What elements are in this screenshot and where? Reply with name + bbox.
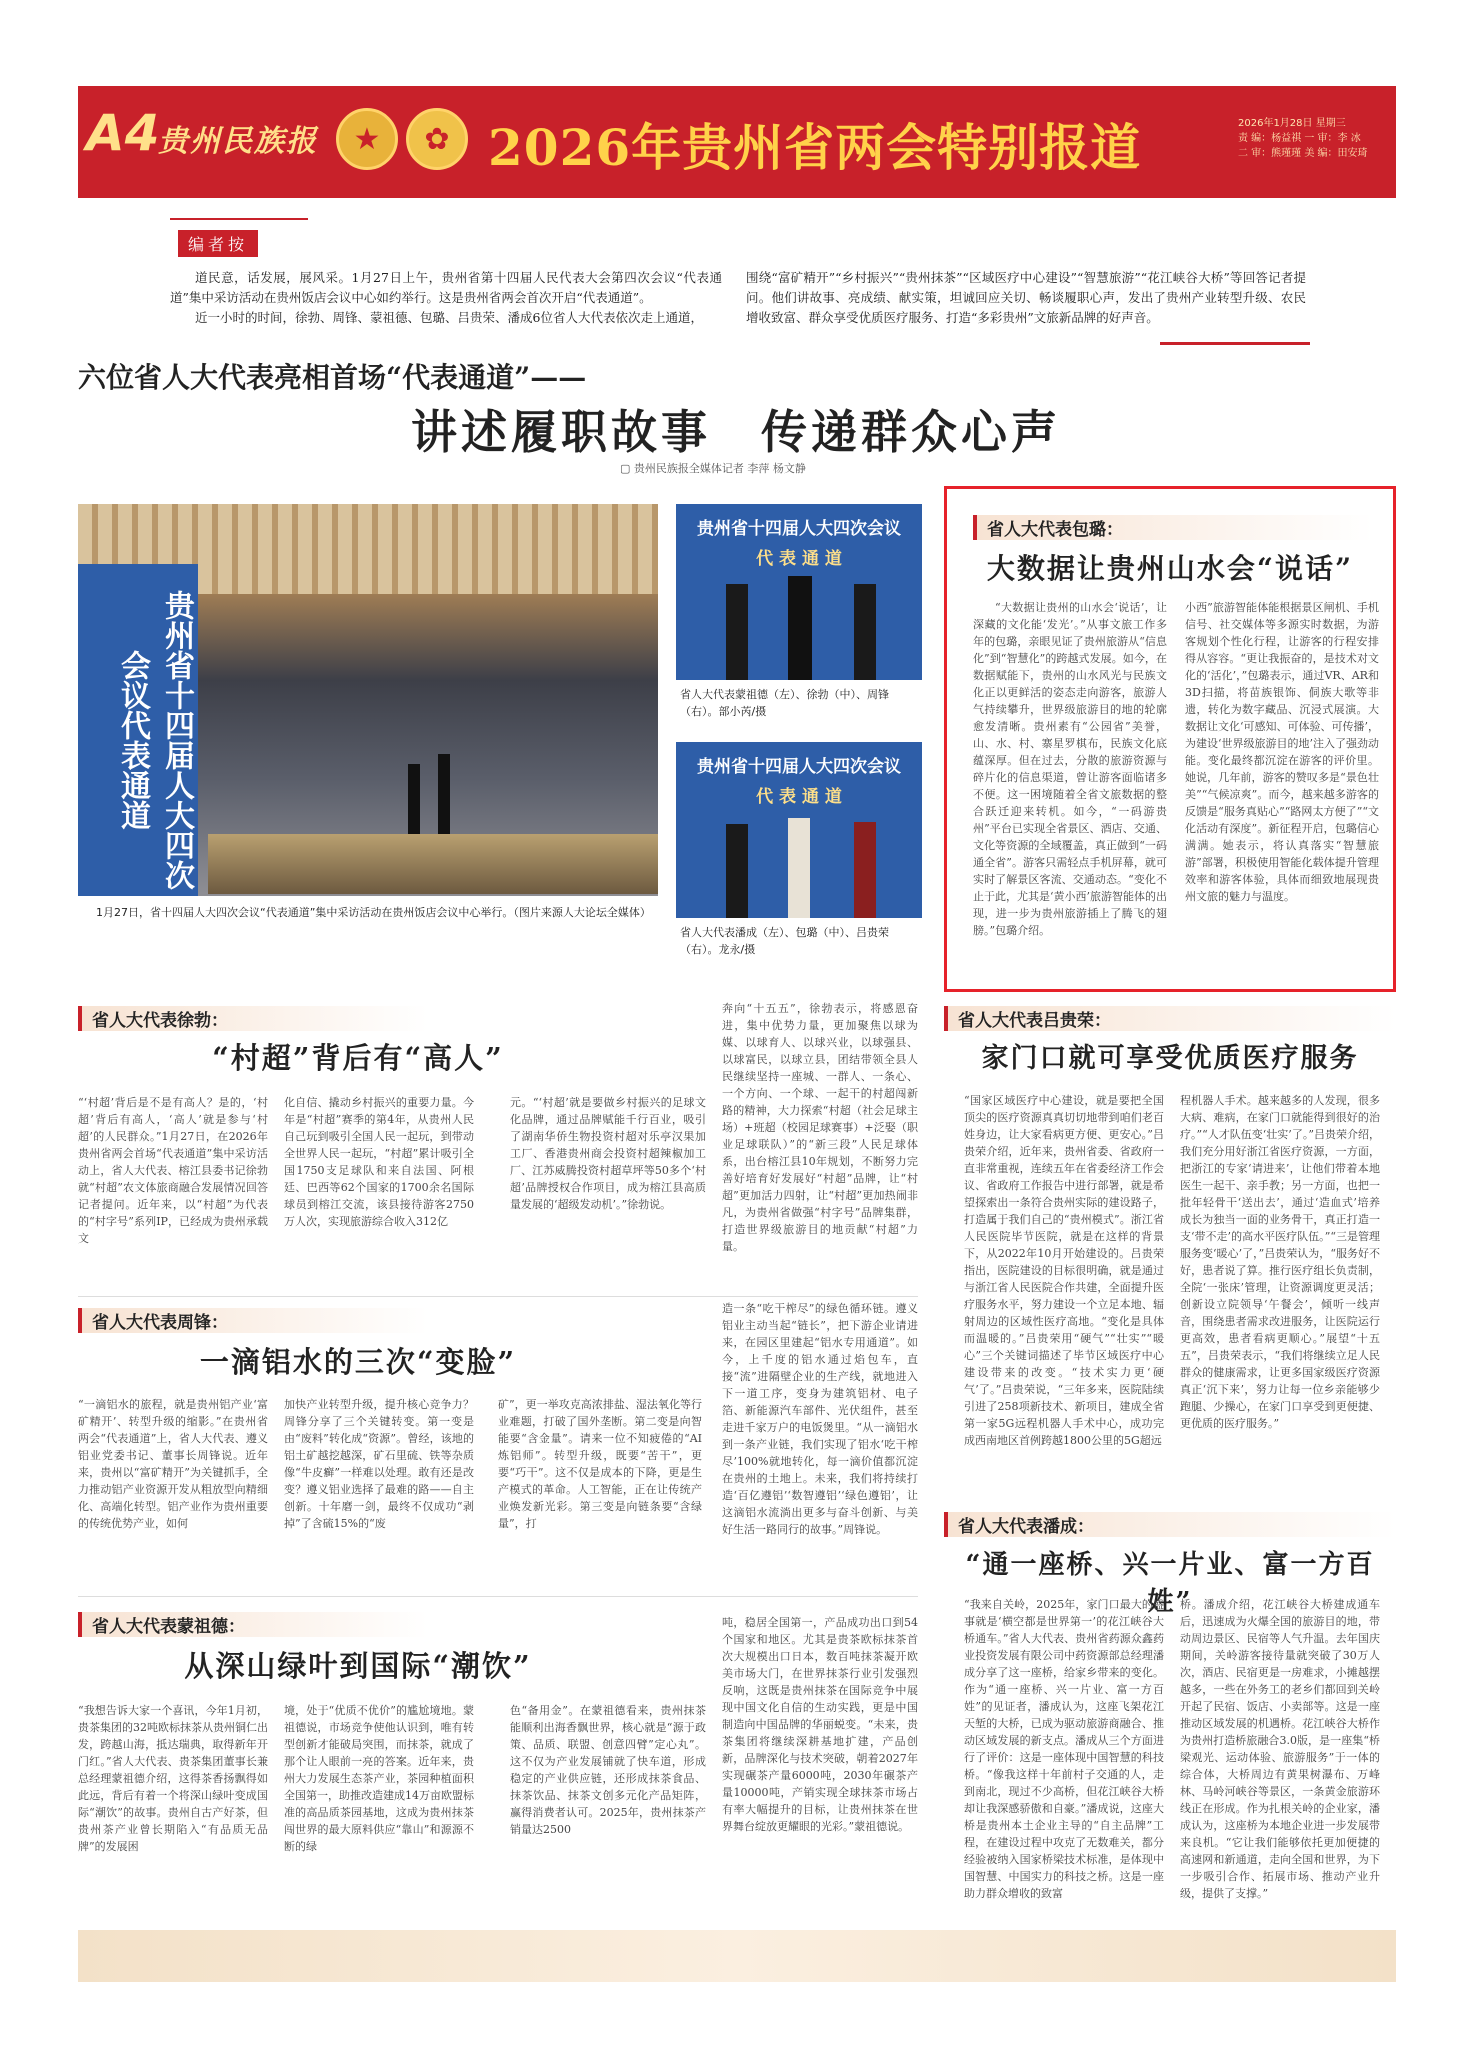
section-body-bao-col1: “大数据让贵州的山水会‘说话’，让深藏的文化能‘发光’。”从事文旅工作多年的包璐，亲眼见证了贵州旅游从“信息化”到“智慧化”的跨越式发展。如今，在数据赋能下，贵州的山水风光与民族文化正以更鲜活的姿态走向游客，旅游人气持续攀升，世界级旅游目的地的轮廓愈发清晰。贵州素有“公园省”美誉，山、水、村、寨星罗棋布，民族文化底蕴深厚。但在过去，分散的旅游资源与碎片化的信息渠道，曾让游客面临诸多不便。这一困境随着全省文旅数据的整合跃迁迎来转机。如今，“一码游贵州”平台已实现全省景区、酒店、交通、文化等资源的全域覆盖，真正做到“一码通全省”。游客只需轻点手机屏幕，就可实时了解景区客流、交通动态。“变化不止于此，尤其是‘黄小西’旅游智能体的出现，进一步为贵州旅游插上了腾飞的翅膀。”包璐介绍。 <box>973 601 1167 937</box>
lead-headline: 讲述履职故事 传递群众心声 <box>411 405 1061 459</box>
section-title-pan: “通一座桥、兴一片业、富一方百姓” <box>965 1550 1375 1617</box>
editor-note-p1: 道民意，话发展，展风采。1月27日上午，贵州省第十四届人民代表大会第四次会议“代表通道”集中采访活动在贵州饭店会议中心如约举行。这是贵州省两会首次开启“代表通道”。 <box>170 270 722 305</box>
photo-banner: 贵州省十四届人大四次会议 <box>697 519 901 539</box>
section-label-lv: 省人大代表吕贵荣： <box>944 1006 1396 1031</box>
section-title-meng: 从深山绿叶到国际“潮饮” <box>184 1649 532 1683</box>
section-label-bao: 省人大代表包璐： <box>973 515 1373 540</box>
editors-line-2: 二 审：熊瑾瑾 美 编：田安琦 <box>1238 148 1368 159</box>
section-body-pan-col1: “我来自关岭，2025年，家门口最大的盛事就是‘横空都是世界第一’的花江峡谷大桥通车。”省人大代表、贵州省药源众鑫药业投资发展有限公司中药资源部总经理潘成分享了这一座桥，给家乡带来的变化。作为“通一座桥、兴一片业、富一方百姓”的见证者，潘成认为，这座飞架花江天堑的大桥，已成为驱动旅游商融合、推动区域发展的新支点。潘成从三个方面进行了评价：这是一座体现中国智慧的科技桥。“像我这样十年前村子交通的人，走到南北，现过不少高桥，但花江峡谷大桥却让我深感骄傲和自豪。”潘成说，这座大桥是贵州本土企业主导的“自主品牌”工程，在建设过程中攻克了无数难关，都分经验被纳入国家桥梁技术标准，是体现中国智慧、中国实力的科技之桥。这是一座助力群众增收的致富 <box>964 1598 1164 1900</box>
floor <box>208 834 658 894</box>
paper-name: 贵州民族报 <box>158 124 318 159</box>
divider <box>78 1596 918 1597</box>
section-body-zhou-col4: 造一条“吃干榨尽”的绿色循环链。遵义铝业主动当起“链长”，把下游企业请进来，在园区里建起“铝水专用通道”。如今，上千度的铝水通过焰包车，直接“流”进隔壁企业的生产线，就地进入下一道工序，变身为建筑铝材、电子箔、新能源汽车部件、光伏组件，甚至走进千家万户的电饭煲里。“从一滴铝水到一条产业链，我们实现了铝水‘吃干榨尽’100%就地转化，每一滴价值都沉淀在贵州的土地上。未来，我们将持续打造‘百亿遵铝’‘数智遵铝’‘绿色遵铝’，让这滴铝水流淌出更多与奋斗创新、与美好生活一路同行的故事。”周锋说。 <box>722 1302 918 1536</box>
section-body-zhou-col2: 加快产业转型升级，提升核心竞争力？周锋分享了三个关键转变。第一变是由“废料”转化成“资源”。曾经，该地的铝土矿越挖越深，矿石里硫、铁等杂质像“牛皮癣”一样难以处理。敢有还是改变？遵义铝业选择了最难的路——自主创新。十年磨一剑，最终不仅成功“剥掉”了含硫15%的“废 <box>284 1398 474 1530</box>
section-body-pan-col2: 桥。潘成介绍，花江峡谷大桥建成通车后，迅速成为火爆全国的旅游目的地，带动周边景区、民宿等人气升温。去年国庆期间，关岭游客接待量就突破了30万人次，酒店、民宿更是一房难求，小摊越摆越多，一些在外务工的老乡们都回到关岭开起了民宿、饭店、小卖部等。这是一座推动区域发展的机遇桥。花江峡谷大桥作为贵州打造桥旅融合3.0版，是一座集“桥梁观光、运动体验、旅游服务”于一体的综合体，大桥周边有黄果树瀑布、万峰林、马岭河峡谷等景区，一条黄金旅游环线正在形成。作为扎根关岭的企业家，潘成认为，这座桥为本地企业进一步发展带来良机。“它让我们能够依托更加便捷的高速网和新通道，走向全国和世界，为下一步吸引合作、拓展市场、推动产业升级，提供了支撑。” <box>1180 1598 1380 1900</box>
section-body-lv-col2: 程机器人手术。越来越多的人发现，很多大病、难病，在家门口就能得到很好的治疗。”“人才队伍变‘壮实’了。”吕贵荣介绍，我们充分用好浙江省医疗资源，一方面，把浙江的专家‘请进来’，让他们带着本地医生一起干、亲手教；另一方面，也把一批年轻骨干‘送出去’，通过‘造血式’培养成长为独当一面的业务骨干，真正打造一支‘带不走’的高水平医疗队伍。”“三是管理服务变‘暖心’了，”吕贵荣认为，“服务好不好，患者说了算。推行医疗组长负责制，全院‘一张床’管理，让资源调度更灵活；创新设立院领导‘午餐会’，倾听一线声音，围绕患者需求改进服务，让医院运行更高效，患者看病更顺心。”展望“十五五”，吕贵荣表示，“我们将继续立足人民群众的健康需求，让更多国家级医疗资源真正‘沉下来’，努力让每一位乡亲能够少跑腿、少操心，在家门口享受到更便捷、更优质的医疗服务。” <box>1180 1094 1380 1430</box>
cppcc-emblem-icon: ✿ <box>406 108 468 170</box>
photo-banner: 代 表 通 道 <box>756 549 842 569</box>
section-body-xu-col1: “‘村超’背后是不是有高人？是的，‘村超’背后有高人，‘高人’就是参与‘村超’的人民群众。”1月27日，在2026年贵州省两会首场“代表通道”集中采访活动上，省人大代表、榕江县委书记徐勃就“村超”农文体旅商融合发展情况回答记者提问。近年来，以“村超”为代表的“村字号”系列IP，已经成为贵州承载文 <box>78 1096 268 1245</box>
section-title-xu: “村超”背后有“高人” <box>212 1041 504 1075</box>
editor-note-p2: 近一小时的时间，徐勃、周锋、蒙祖德、包璐、吕贵荣、潘成6位省人大代表依次走上通道， <box>195 310 703 325</box>
person-silhouette <box>726 824 748 918</box>
person-silhouette <box>854 822 876 918</box>
person-silhouette <box>788 576 812 680</box>
photo-banner-left: 贵州省十四届人大四次会议代表通道 <box>78 564 198 896</box>
section-body-xu-col3: 元。“‘村超’就是要做乡村振兴的足球文化品牌，通过品牌赋能千行百业，吸引了湖南华侨生物投资村超对乐亭汉果加工厂、香港贵州商会投资村超辣椒加工厂、江苏威腾投资村超草坪等50多个‘村超’品牌授权合作项目，成为榕江县高质量发展的‘超级发动机’。”徐勃说。 <box>510 1096 706 1211</box>
highlight-box <box>944 486 1396 992</box>
photo-caption-1: 省人大代表蒙祖德（左）、徐勃（中）、周锋（右）。部小芮/摄 <box>680 688 889 718</box>
section-body-xu-col2: 化自信、撬动乡村振兴的重要力量。今年是“村超”赛季的第4年，从贵州人民自己玩到吸引全国人民一起玩，到带动全世界人民一起玩，“村超”累计吸引全国1750支足球队和来自法国、阿根廷、巴西等62个国家的1700余名国际球员到榕江交流，该县接待游客2750万人次，实现旅游综合收入312亿 <box>284 1096 474 1228</box>
section-body-meng-col3: 色“备用金”。在蒙祖德看来，贵州抹茶能顺利出海香飘世界，核心就是“源于政策、品质、联盟、创意四臂”定心丸”。这不仅为产业发展铺就了快车道，形成稳定的产业供应链，还形成抹茶食品、抹茶饮品、抹茶文创多元化产品矩阵，赢得消费者认可。2025年，贵州抹茶产销量达2500 <box>510 1704 706 1836</box>
section-title-lv: 家门口就可享受优质医疗服务 <box>981 1043 1359 1074</box>
photo-banner: 代 表 通 道 <box>756 787 842 807</box>
main-photo <box>78 504 658 896</box>
section-label-meng: 省人大代表蒙祖德： <box>78 1612 428 1637</box>
page-title: 2026年贵州省两会特别报道 <box>488 118 1142 177</box>
issue-meta <box>1238 116 1388 161</box>
lead-kicker: 六位省人大代表亮相首场“代表通道”—— <box>78 361 587 394</box>
editors-line-1: 责 编：杨益祺 一 审：李 冰 <box>1238 133 1361 144</box>
photo-representatives-2 <box>676 742 922 918</box>
section-body-bao-col2: 小西”旅游智能体能根据景区闸机、手机信号、社交媒体等多源实时数据，为游客规划个性化行程，让游客的行程安排得从容容。“更让我振奋的，是技术对文化的‘活化’，”包璐表示，通过VR、AR和3D扫描，将苗族银饰、侗族大歌等非遗，转化为数字藏品、沉浸式展演。大数据让文化‘可感知、可体验、可传播’，为建设‘世界级旅游目的地’注入了强劲动能。变化最终都沉淀在游客的评价里。她说，几年前，游客的赞叹多是“景色壮美”“气候凉爽”。而今，越来越多游客的反馈是“服务真贴心”“路网太方便了”“文化活动有深度”。新征程开启，包璐信心满满。她表示，将认真落实“智慧旅游”部署，积极使用智能化载体提升管理效率和游客体验，具体而细致地展现贵州文旅的魅力与温度。 <box>1185 601 1379 903</box>
section-body-meng-col2: 境，处于“优质不优价”的尴尬境地。蒙祖德说，市场竞争使他认识到，唯有转型创新才能破局突围，而抹茶，就成了那个让人眼前一亮的答案。近年来，贵州大力发展生态茶产业，茶园种植面积全国第一，助推改造建成14万亩欧盟标准的高品质茶园基地，这成为贵州抹茶闯世界的最大原料供应“靠山”和源源不断的绿 <box>284 1704 474 1853</box>
divider <box>170 218 308 220</box>
section-body-meng-col1: “我想告诉大家一个喜讯，今年1月初，贵茶集团的32吨欧标抹茶从贵州铜仁出发，跨越山海，抵达瑞典，取得新年开门红。”省人大代表、贵茶集团董事长兼总经理蒙祖德介绍，这得茶香扬飘得如此远，背后有着一个将深山绿叶变成国际“潮饮”的故事。贵州自古产好茶，但贵州茶产业曾长期陷入“有品质无品牌”的发展困 <box>78 1704 268 1853</box>
person-silhouette <box>788 818 810 918</box>
section-label-zhou: 省人大代表周锋： <box>78 1308 428 1333</box>
section-title-bao: 大数据让贵州山水会“说话” <box>986 552 1354 585</box>
editor-note-left <box>170 268 722 328</box>
section-title-zhou: 一滴铝水的三次“变脸” <box>199 1345 517 1379</box>
main-photo-caption: 1月27日，省十四届人大四次会议“代表通道”集中采访活动在贵州饭店会议中心举行。（图片来源人大论坛全媒体） <box>96 906 651 919</box>
person-silhouette <box>726 584 748 680</box>
section-label-pan: 省人大代表潘成： <box>944 1512 1396 1537</box>
lead-byline: ▢ 贵州民族报全媒体记者 李萍 杨文静 <box>620 462 806 475</box>
footer-band <box>78 1930 1396 1982</box>
section-body-meng-col4: 吨，稳居全国第一，产品成功出口到54个国家和地区。尤其是贵茶欧标抹茶首次大规模出口日本，数百吨抹茶凝开欧美市场大门，在世界抹茶行业引发强烈反响，这既是贵州抹茶在国际竞争中展现中国文化自信的生动实践，更是中国制造向中国品牌的华丽蜕变。“未来，贵茶集团将继续深耕基地扩建，产品创新，品牌深化与技术突破，朝着2027年实现碾茶产量6000吨，2030年碾茶产量10000吨，产销实现全球抹茶市场占有率大幅提升的目标，让贵州抹茶在世界舞台绽放更耀眼的光彩。”蒙祖德说。 <box>722 1616 918 1833</box>
section-body-zhou-col1: “一滴铝水的旅程，就是贵州铝产业‘富矿精开’、转型升级的缩影。”在贵州省两会“代表通道”上，省人大代表、遵义铝业党委书记、董事长周锋说。近年来，贵州以“富矿精开”为关键抓手，全力推动铝产业资源开发从粗放型向精细化、高端化转型。铝产业作为贵州重要的传统优势产业，如何 <box>78 1398 268 1530</box>
editor-note-tag: 编者按 <box>178 230 258 257</box>
masthead <box>78 86 1396 198</box>
divider <box>78 1296 918 1297</box>
section-body-zhou-col3: 矿”，更一举攻克高浓排盐、湿法氧化等行业难题，打破了国外垄断。第二变是向智能要“含金量”。请来一位不知疲倦的“AI炼铝师”。转型升级，既要“苦干”，更要“巧干”。这不仅是成本的下降，更是生产模式的革命。人工智能，正在让传统产业焕发新光彩。第三变是向链条要“含绿量”，打 <box>498 1398 702 1530</box>
page-number: A4 <box>86 104 160 162</box>
section-label-xu: 省人大代表徐勃： <box>78 1006 428 1031</box>
section-body-xu-col4: 奔向“十五五”，徐勃表示，将感恩奋进，集中优势力量，更加聚焦以球为媒、以球育人、以球兴业，以球强县、以球富民，以球立县，团结带领全县人民继续坚持一座城、一群人、一条心、一个方向、一个球、一起干的村超闯新路的精神，大力探索“村超（社会足球主场）+班超（校园足球赛事）+泛娶（职业足球联队）”的“新三段”人民足球体系，出台榕江县10年规划，不断努力完善好培育好发展好“村超”品牌，让“村超”更加活力四射，让“村超”更加热闹非凡，为贵州省做强“村字号”品牌集群，打造世界级旅游目的地贡献“村超”力量。 <box>722 1002 918 1253</box>
person-silhouette <box>854 584 876 680</box>
photo-caption-2: 省人大代表潘成（左）、包璐（中）、吕贵荣（右）。龙永/摄 <box>680 926 889 956</box>
section-body-lv-col1: “国家区域医疗中心建设，就是要把全国顶尖的医疗资源真真切切地带到咱们老百姓身边，让大家看病更方便、更安心。”吕贵荣介绍，近年来，贵州省委、省政府一直非常重视，连续五年在省委经济工作会议、省政府工作报告中进行部署，就是希望探索出一条符合贵州实际的建设路子，打造属于我们自己的“贵州模式”。浙江省人民医院毕节医院，就是在这样的背景下，从2022年10月开始建设的。吕贵荣指出，医院建设的目标很明确，就是通过与浙江省人民医院合作共建，全面提升医疗服务水平，努力建设一个立足本地、辐射周边的区域性医疗高地。“变化是具体而温暖的。”吕贵荣用“硬气”“壮实”“暖心”三个关键词描述了毕节区域医疗中心建设带来的改变。“技术实力更‘硬气’了。”吕贵荣说，“三年多来，医院陆续引进了258项新技术、新项目，建成全省第一家5G远程机器人手术中心，成功完成西南地区首例跨越1800公里的5G超远 <box>964 1094 1164 1447</box>
photo-banner: 贵州省十四届人大四次会议 <box>697 757 901 777</box>
photo-representatives-1 <box>676 504 922 680</box>
editor-note <box>170 218 1310 346</box>
divider <box>1160 342 1310 345</box>
national-emblem-icon: ★ <box>336 108 398 170</box>
issue-date: 2026年1月28日 星期三 <box>1238 118 1346 129</box>
editor-note-right: 围绕“富矿精开”“乡村振兴”“贵州抹茶”“区域医疗中心建设”“智慧旅游”“花江峡谷大桥”等回答记者提问。他们讲故事、亮成绩、献实策，坦诚回应关切、畅谈履职心声，发出了贵州产业转型升级、农民增收致富、群众享受优质医疗服务、打造“多彩贵州”文旅新品牌的好声音。 <box>746 270 1306 325</box>
